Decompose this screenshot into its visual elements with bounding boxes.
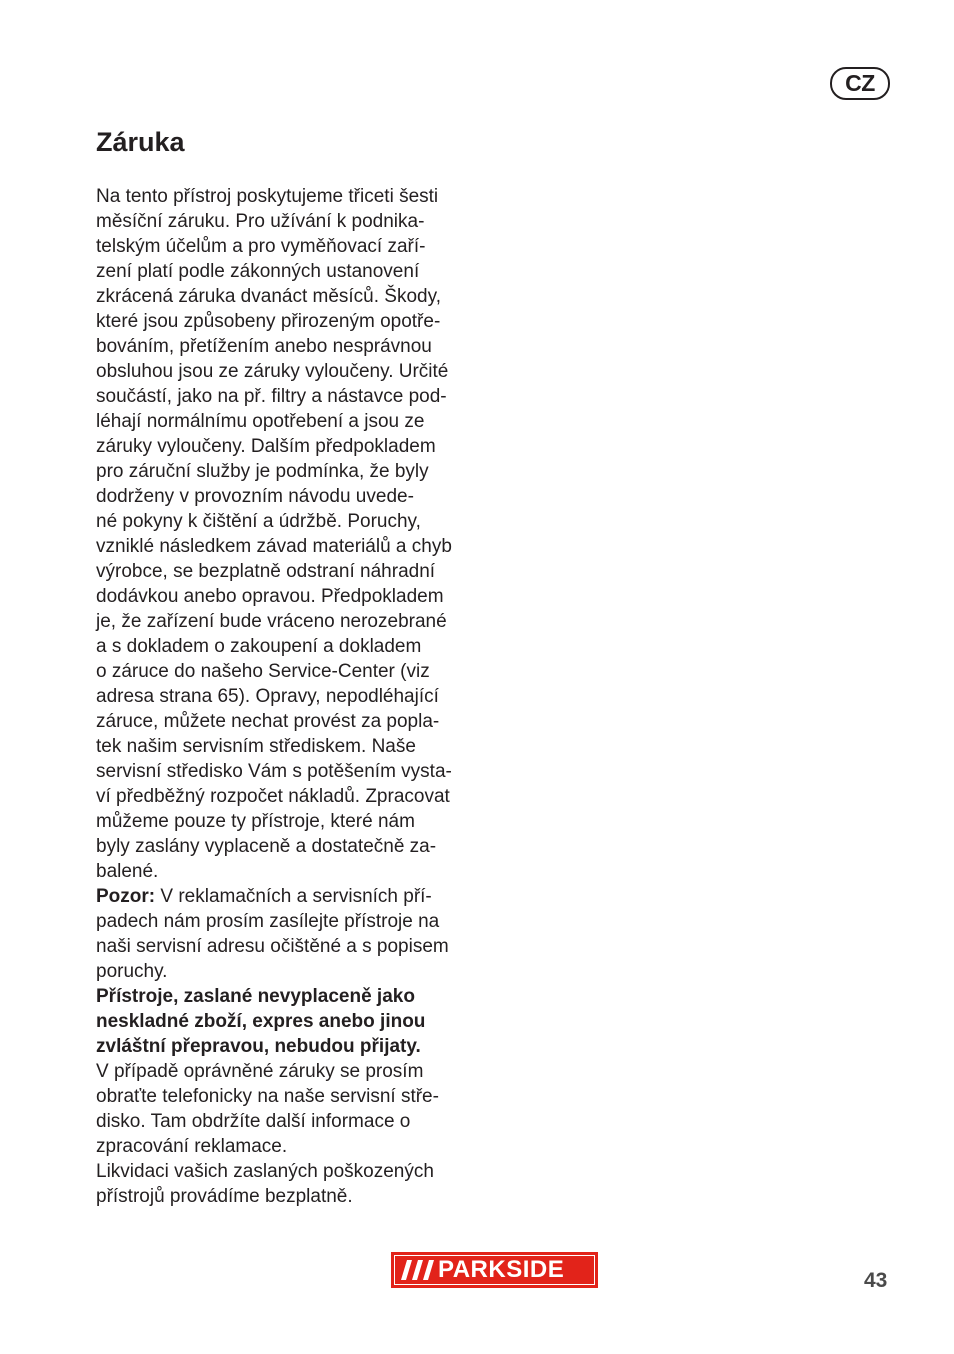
parkside-logo <box>391 1252 598 1288</box>
logo-stripes-icon <box>401 1260 435 1280</box>
text-line: které jsou způsobeny přirozeným opotře- <box>96 311 441 332</box>
text-line: součástí, jako na př. filtry a nástavce pod- <box>96 386 447 407</box>
text-line: Likvidaci vašich zaslaných poškozených <box>96 1161 434 1182</box>
text-line: Na tento přístroj poskytujeme třiceti šesti <box>96 186 439 207</box>
caution-line <box>96 884 496 909</box>
page-number: 43 <box>864 1269 888 1292</box>
text-line: zpracování reklamace. <box>96 1136 288 1157</box>
text-line: padech nám prosím zasílejte přístroje na <box>96 911 440 932</box>
text-line: adresa strana 65). Opravy, nepodléhající <box>96 686 439 707</box>
text-line: dodávkou anebo opravou. Předpokladem <box>96 586 444 607</box>
text-line: a s dokladem o zakoupení a dokladem <box>96 636 422 657</box>
text-line: léhají normálnímu opotřebení a jsou ze <box>96 411 425 432</box>
logo-text: PARKSIDE <box>438 1256 565 1283</box>
text-line: byly zaslány vyplaceně a dostatečně za- <box>96 836 437 857</box>
text-line: naši servisní adresu očištěné a s popisem <box>96 936 449 957</box>
text-line: záruky vyloučeny. Dalším předpokladem <box>96 436 436 457</box>
text-line: obsluhou jsou ze záruky vyloučeny. Určité <box>96 361 449 382</box>
text-line: zkrácená záruka dvanáct měsíců. Škody, <box>96 286 441 307</box>
text-line: přístrojů provádíme bezplatně. <box>96 1186 353 1207</box>
language-badge: CZ <box>830 67 890 100</box>
text-line: je, že zařízení bude vráceno nerozebrané <box>96 611 447 632</box>
text-line: tek našim servisním střediskem. Naše <box>96 736 416 757</box>
bold-notice-line: Přístroje, zaslané nevyplaceně jako <box>96 986 415 1007</box>
caution-text: V reklamačních a servisních pří- <box>155 886 432 907</box>
text-line: můžeme pouze ty přístroje, které nám <box>96 811 415 832</box>
text-line: balené. <box>96 861 159 882</box>
text-line: bováním, přetížením anebo nesprávnou <box>96 336 432 357</box>
text-line: o záruce do našeho Service-Center (viz <box>96 661 430 682</box>
logo-frame <box>394 1255 595 1285</box>
text-line: výrobce, se bezplatně odstraní náhradní <box>96 561 436 582</box>
text-line: vzniklé následkem závad materiálů a chyb <box>96 536 452 557</box>
text-line: poruchy. <box>96 961 168 982</box>
text-line: servisní středisko Vám s potěšením vysta- <box>96 761 452 782</box>
section-title: Záruka <box>96 127 185 157</box>
text-line: disko. Tam obdržíte další informace o <box>96 1111 411 1132</box>
bold-notice-line: neskladné zboží, expres anebo jinou <box>96 1011 426 1032</box>
text-line: né pokyny k čištění a údržbě. Poruchy, <box>96 511 421 532</box>
text-line: pro záruční služby je podmínka, že byly <box>96 461 429 482</box>
text-line: dodrženy v provozním návodu uvede- <box>96 486 414 507</box>
warranty-text <box>96 184 496 1209</box>
text-line: ví předběžný rozpočet nákladů. Zpracovat <box>96 786 450 807</box>
caution-label: Pozor: <box>96 886 156 907</box>
text-line: V případě oprávněné záruky se prosím <box>96 1061 424 1082</box>
text-line: telským účelům a pro vyměňovací zaří- <box>96 236 426 257</box>
text-line: záruce, můžete nechat provést za popla- <box>96 711 440 732</box>
bold-notice-line: zvláštní přepravou, nebudou přijaty. <box>96 1036 421 1057</box>
text-line: měsíční záruku. Pro užívání k podnika- <box>96 211 425 232</box>
text-line: zení platí podle zákonných ustanovení <box>96 261 420 282</box>
text-line: obraťte telefonicky na naše servisní stře- <box>96 1086 439 1107</box>
